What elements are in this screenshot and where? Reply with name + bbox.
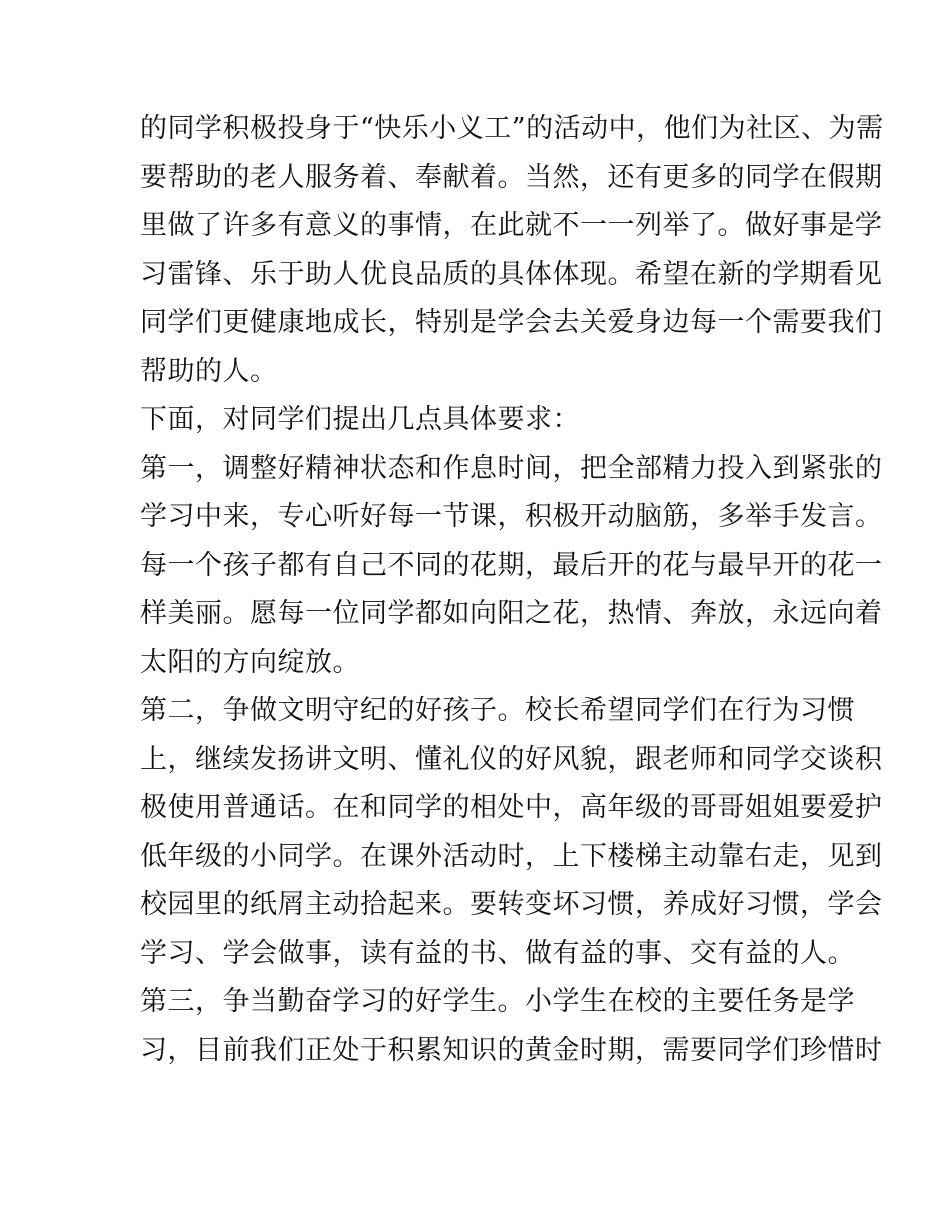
text-line: 学习中来，专心听好每一节课，积极开动脑筋，多举手发言。: [140, 501, 883, 532]
text-line: 每一个孩子都有自己不同的花期，最后开的花与最早开的花一: [140, 549, 883, 581]
text-line: 里做了许多有意义的事情，在此就不一一列举了。做好事是学: [140, 210, 883, 241]
text-line: 下面，对同学们提出几点具体要求：: [140, 404, 580, 435]
text-line: 样美丽。愿每一位同学都如向阳之花，热情、奔放，永远向着: [140, 598, 883, 629]
text-line: 学习、学会做事，读有益的书、做有益的事、交有益的人。: [140, 937, 855, 969]
text-line: 第一，调整好精神状态和作息时间，把全部精力投入到紧张的: [140, 452, 883, 484]
text-line: 习，目前我们正处于积累知识的黄金时期，需要同学们珍惜时: [140, 1034, 883, 1066]
text-line: 要帮助的老人服务着、奉献着。当然，还有更多的同学在假期: [140, 161, 883, 193]
text-line: 校园里的纸屑主动拾起来。要转变坏习惯，养成好习惯，学会: [140, 889, 883, 920]
text-line: 的同学积极投身于“快乐小义工”的活动中，他们为社区、为需: [140, 113, 884, 144]
text-line: 低年级的小同学。在课外活动时，上下楼梯主动靠右走，见到: [140, 840, 883, 872]
text-line: 极使用普通话。在和同学的相处中，高年级的哥哥姐姐要爱护: [140, 792, 883, 823]
text-line: 第二，争做文明守纪的好孩子。校长希望同学们在行为习惯: [140, 695, 855, 726]
text-line: 上，继续发扬讲文明、懂礼仪的好风貌，跟老师和同学交谈积: [140, 743, 883, 775]
text-line: 第三，争当勤奋学习的好学生。小学生在校的主要任务是学: [140, 986, 855, 1017]
text-line: 习雷锋、乐于助人优良品质的具体体现。希望在新的学期看见: [140, 258, 883, 290]
text-line: 同学们更健康地成长，特别是学会去关爱身边每一个需要我们: [140, 307, 883, 338]
body-text: [140, 105, 884, 1075]
text-line: 帮助的人。: [140, 355, 278, 387]
text-line: 太阳的方向绽放。: [140, 646, 360, 678]
